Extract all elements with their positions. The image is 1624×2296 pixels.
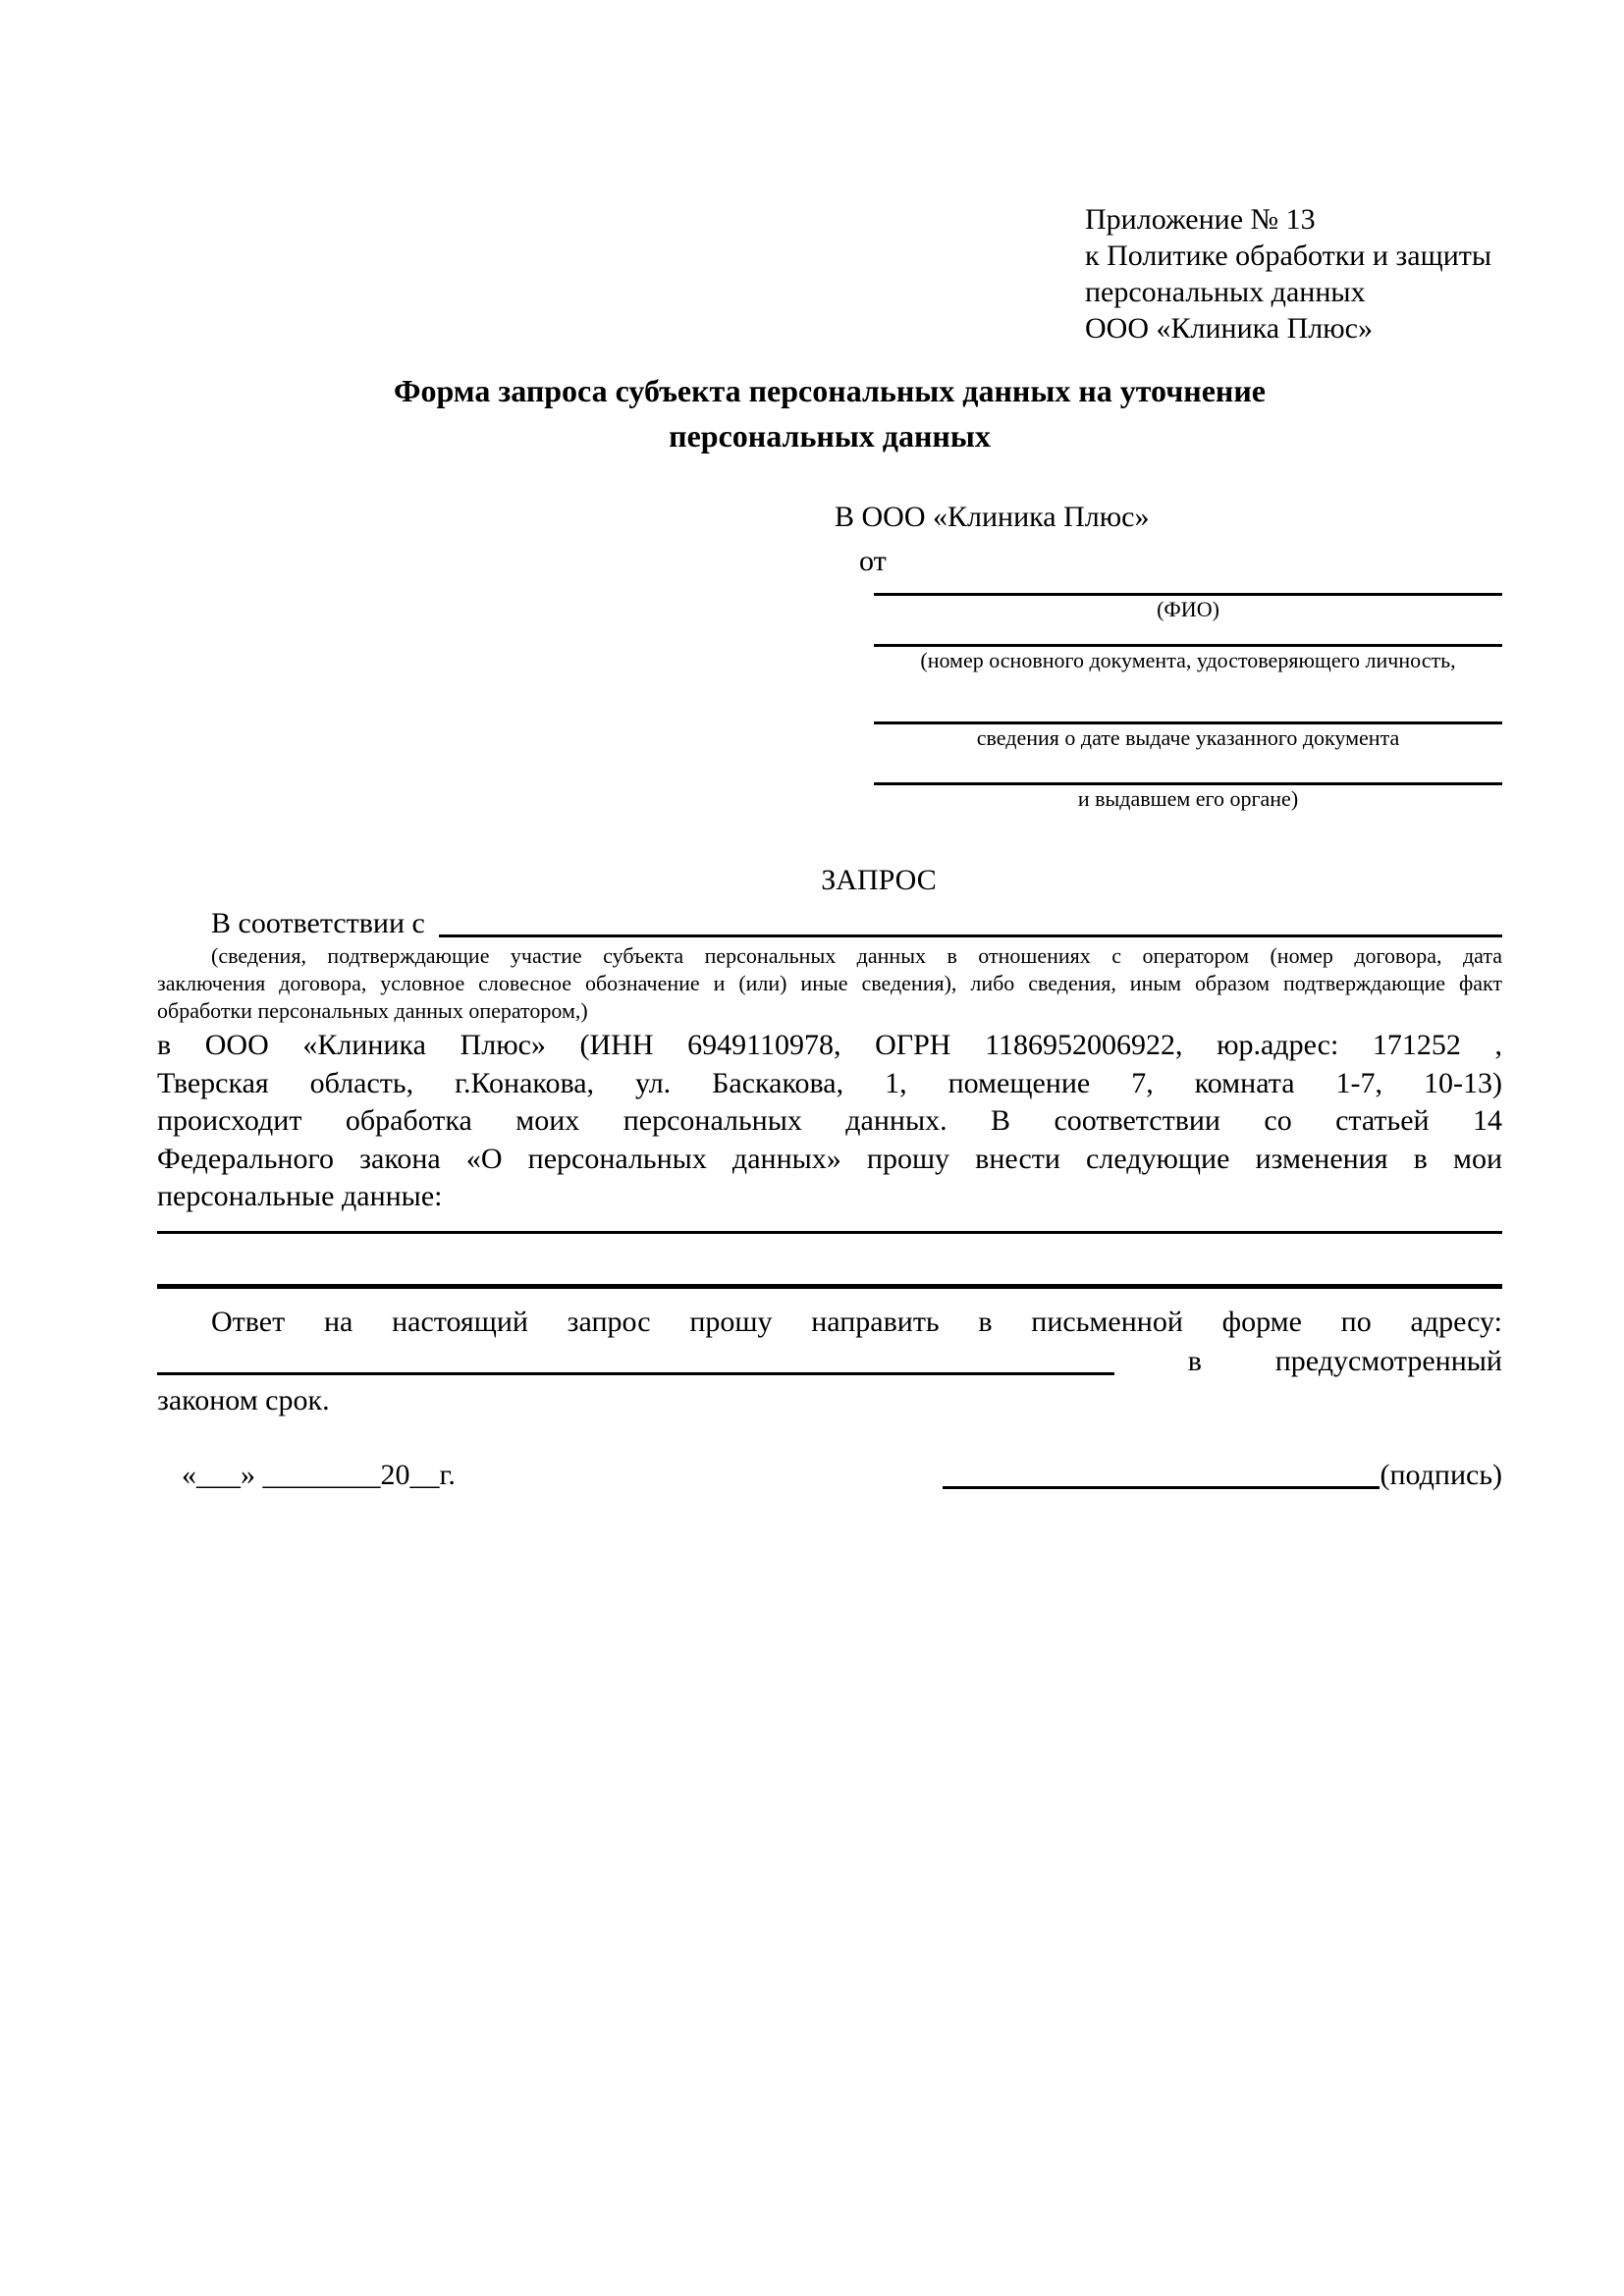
appendix-line: персональных данных — [1085, 276, 1366, 308]
appendix-line: к Политике обработки и защиты — [1085, 240, 1492, 272]
signature-group — [943, 1456, 1502, 1495]
appendix-line: Приложение № 13 — [1085, 203, 1316, 236]
reply-address-blank-line — [157, 1372, 1114, 1375]
addressee-to: В ООО «Клиника Плюс» — [835, 501, 1150, 533]
basis-note-line: (сведения, подтверждающие участие субъекта персональных данных в отношениях с оператором (номер договора, дата — [211, 943, 1502, 968]
reply-word: предусмотренный — [1274, 1344, 1502, 1377]
document-title-line: персональных данных — [669, 418, 991, 454]
request-body-line: Федерального закона «О персональных данных» прошу внести следующие изменения в мои — [157, 1142, 1502, 1175]
document-title-line: Форма запроса субъекта персональных данных на уточнение — [394, 373, 1266, 408]
request-body-line: происходит обработка моих персональных данных. В соответствии со статьей 14 — [157, 1104, 1502, 1137]
request-heading: ЗАПРОС — [821, 864, 937, 896]
basis-note-line: заключения договора, условное словесное обозначение и (или) иные сведения), либо сведения, иным образом подтверждающие факт — [157, 971, 1502, 995]
issue-date-caption: сведения о дате выдаче указанного документа — [976, 725, 1400, 750]
basis-note — [157, 942, 1502, 1025]
addressee-from-label: от — [859, 545, 887, 577]
fio-caption: (ФИО) — [1157, 597, 1219, 621]
signature-caption: (подпись) — [1380, 1458, 1502, 1491]
basis-blank-line — [439, 905, 1502, 937]
basis-note-line: обработки персональных данных оператором,) — [157, 998, 588, 1023]
basis-line — [157, 905, 1502, 942]
changes-blank-line-2 — [157, 1284, 1502, 1289]
request-body — [157, 1027, 1502, 1216]
document-title — [157, 368, 1502, 458]
date-blank-line: «___» ________20__г. — [182, 1458, 456, 1491]
reply-last-line: законом срок. — [157, 1383, 330, 1416]
signature-blank-line — [943, 1486, 1380, 1489]
request-body-line: в ООО «Клиника Плюс» (ИНН 6949110978, ОГРН 1186952006922, юр.адрес: 171252 , — [157, 1029, 1502, 1061]
appendix-reference — [1085, 201, 1502, 347]
reply-address-sentence: Ответ на настоящий запрос прошу направить в письменной форме по адресу: — [211, 1305, 1502, 1338]
request-body-line: Тверская область, г.Конакова, ул. Баскакова, 1, помещение 7, комната 1-7, 10-13) — [157, 1066, 1502, 1099]
basis-prefix: В соответствии с — [211, 907, 425, 939]
request-body-line: персональные данные: — [157, 1180, 443, 1212]
date-signature-row — [157, 1456, 1502, 1495]
addressee-block — [835, 495, 1502, 813]
reply-address-line — [157, 1342, 1502, 1381]
reply-word: в — [1187, 1344, 1202, 1377]
changes-blank-line-1 — [157, 1231, 1502, 1234]
doc-number-caption: (номер основного документа, удостоверяющего личность, — [920, 648, 1456, 672]
appendix-line: ООО «Клиника Плюс» — [1085, 312, 1373, 345]
issuing-authority-caption: и выдавшем его органе) — [1077, 786, 1299, 811]
